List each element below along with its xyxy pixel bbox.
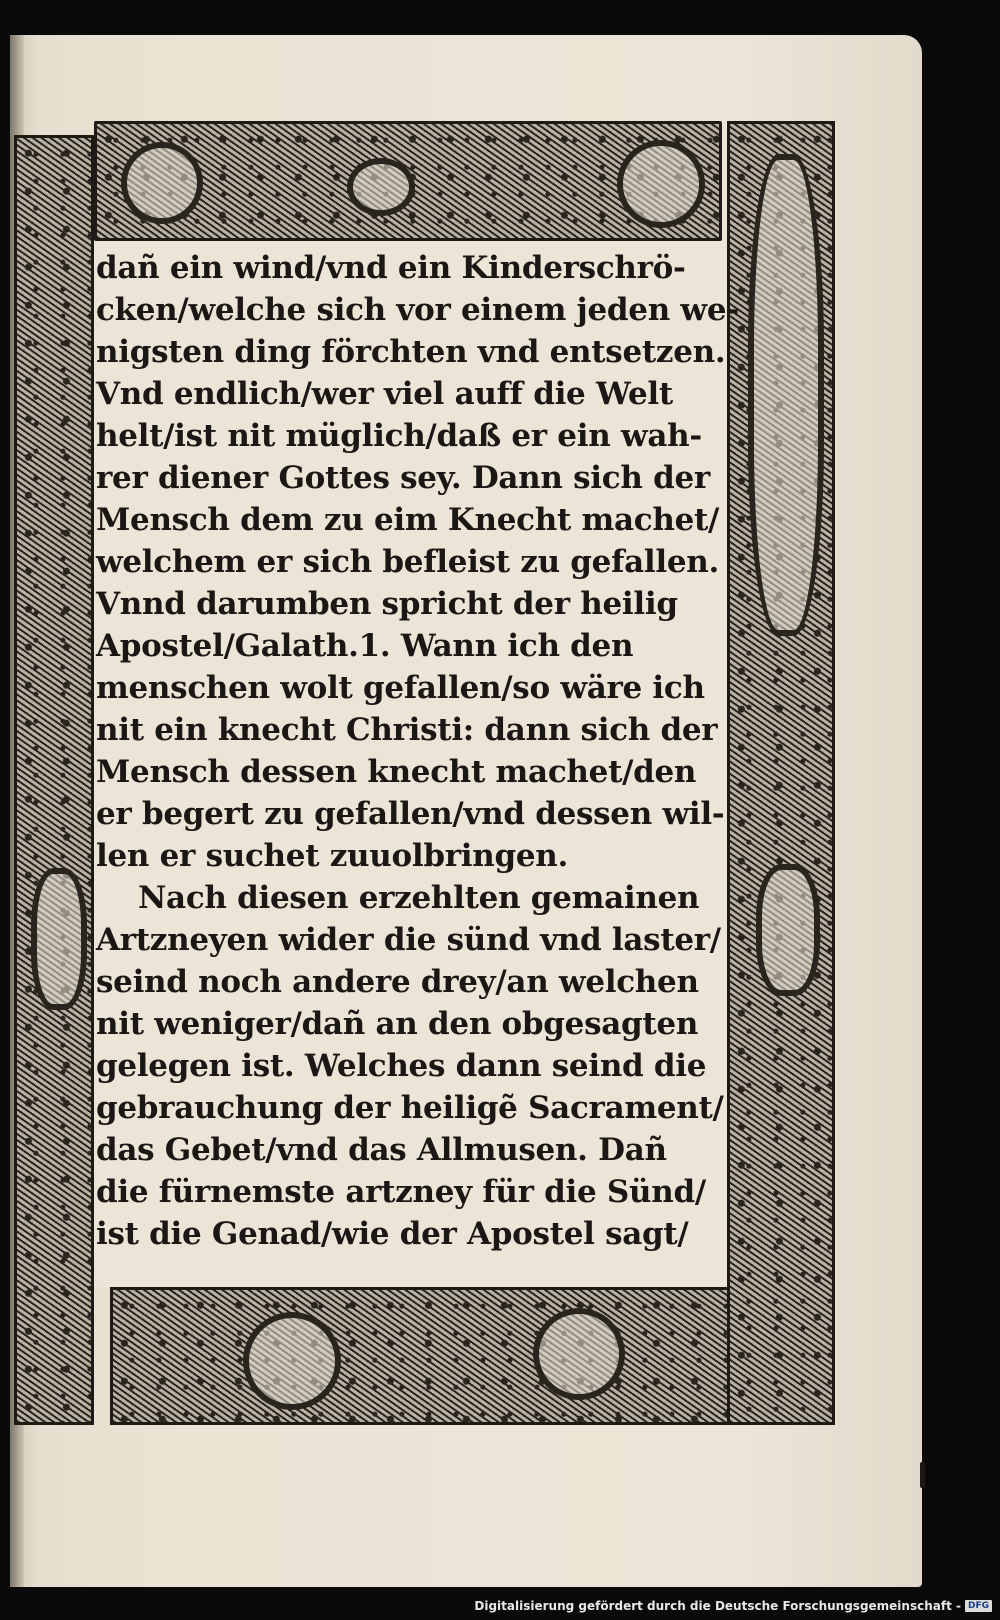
text-line: nit ein knecht Christi: dann sich der bbox=[96, 712, 718, 748]
text-line: ist die Genad/wie der Apostel sagt/ bbox=[96, 1216, 689, 1252]
scroll-ornament bbox=[617, 140, 705, 228]
woodcut-border-bottom bbox=[110, 1287, 730, 1425]
scroll-ornament bbox=[121, 142, 203, 224]
text-line: nit weniger/dañ an den obgesagten bbox=[96, 1006, 699, 1042]
text-line: Nach diesen erzehlten gemainen bbox=[138, 880, 700, 916]
text-line: er begert zu gefallen/vnd dessen wil- bbox=[96, 796, 725, 832]
figure-ornament bbox=[748, 154, 824, 636]
text-block bbox=[94, 241, 739, 1287]
text-line: menschen wolt gefallen/so wäre ich bbox=[96, 670, 705, 706]
digitization-credit bbox=[474, 1596, 992, 1616]
text-line: Mensch dem zu eim Knecht machet/ bbox=[96, 502, 720, 538]
text-line: Vnnd darumben spricht der heilig bbox=[96, 586, 678, 622]
signature-mark bbox=[920, 1462, 925, 1488]
text-line: rer diener Gottes sey. Dann sich der bbox=[96, 460, 710, 496]
text-line: gebrauchung der heiligẽ Sacrament/ bbox=[96, 1090, 724, 1126]
text-line: gelegen ist. Welches dann seind die bbox=[96, 1048, 707, 1084]
book-page bbox=[10, 35, 922, 1587]
text-line: die fürnemste artzney für die Sünd/ bbox=[96, 1174, 706, 1210]
woodcut-border-top bbox=[94, 121, 722, 241]
woodcut-border-left bbox=[14, 135, 94, 1425]
text-line: helt/ist nit müglich/daß er ein wah- bbox=[96, 418, 702, 454]
credit-text: Digitalisierung gefördert durch die Deutsche Forschungsgemeinschaft - bbox=[474, 1599, 961, 1613]
text-line: seind noch andere drey/an welchen bbox=[96, 964, 699, 1000]
text-line: Mensch dessen knecht machet/den bbox=[96, 754, 697, 790]
text-line: dañ ein wind/vnd ein Kinderschrö- bbox=[96, 250, 686, 286]
text-line: das Gebet/vnd das Allmusen. Dañ bbox=[96, 1132, 667, 1168]
text-line: welchem er sich befleist zu gefallen. bbox=[96, 544, 720, 580]
text-line: len er suchet zuuolbringen. bbox=[96, 838, 569, 874]
text-line: Vnd endlich/wer viel auff die Welt bbox=[96, 376, 673, 412]
dfg-logo: DFG bbox=[965, 1600, 992, 1612]
vase-ornament bbox=[756, 864, 820, 996]
text-line: Artzneyen wider die sünd vnd laster/ bbox=[96, 922, 721, 958]
scroll-ornament bbox=[533, 1308, 625, 1400]
scroll-ornament bbox=[243, 1312, 341, 1410]
woodcut-border-right bbox=[727, 121, 835, 1425]
text-line: Apostel/Galath.1. Wann ich den bbox=[96, 628, 634, 664]
fruit-ornament bbox=[347, 158, 415, 216]
text-line: nigsten ding förchten vnd entsetzen. bbox=[96, 334, 726, 370]
vase-ornament bbox=[31, 868, 87, 1010]
text-line: cken/welche sich vor einem jeden we- bbox=[96, 292, 739, 328]
